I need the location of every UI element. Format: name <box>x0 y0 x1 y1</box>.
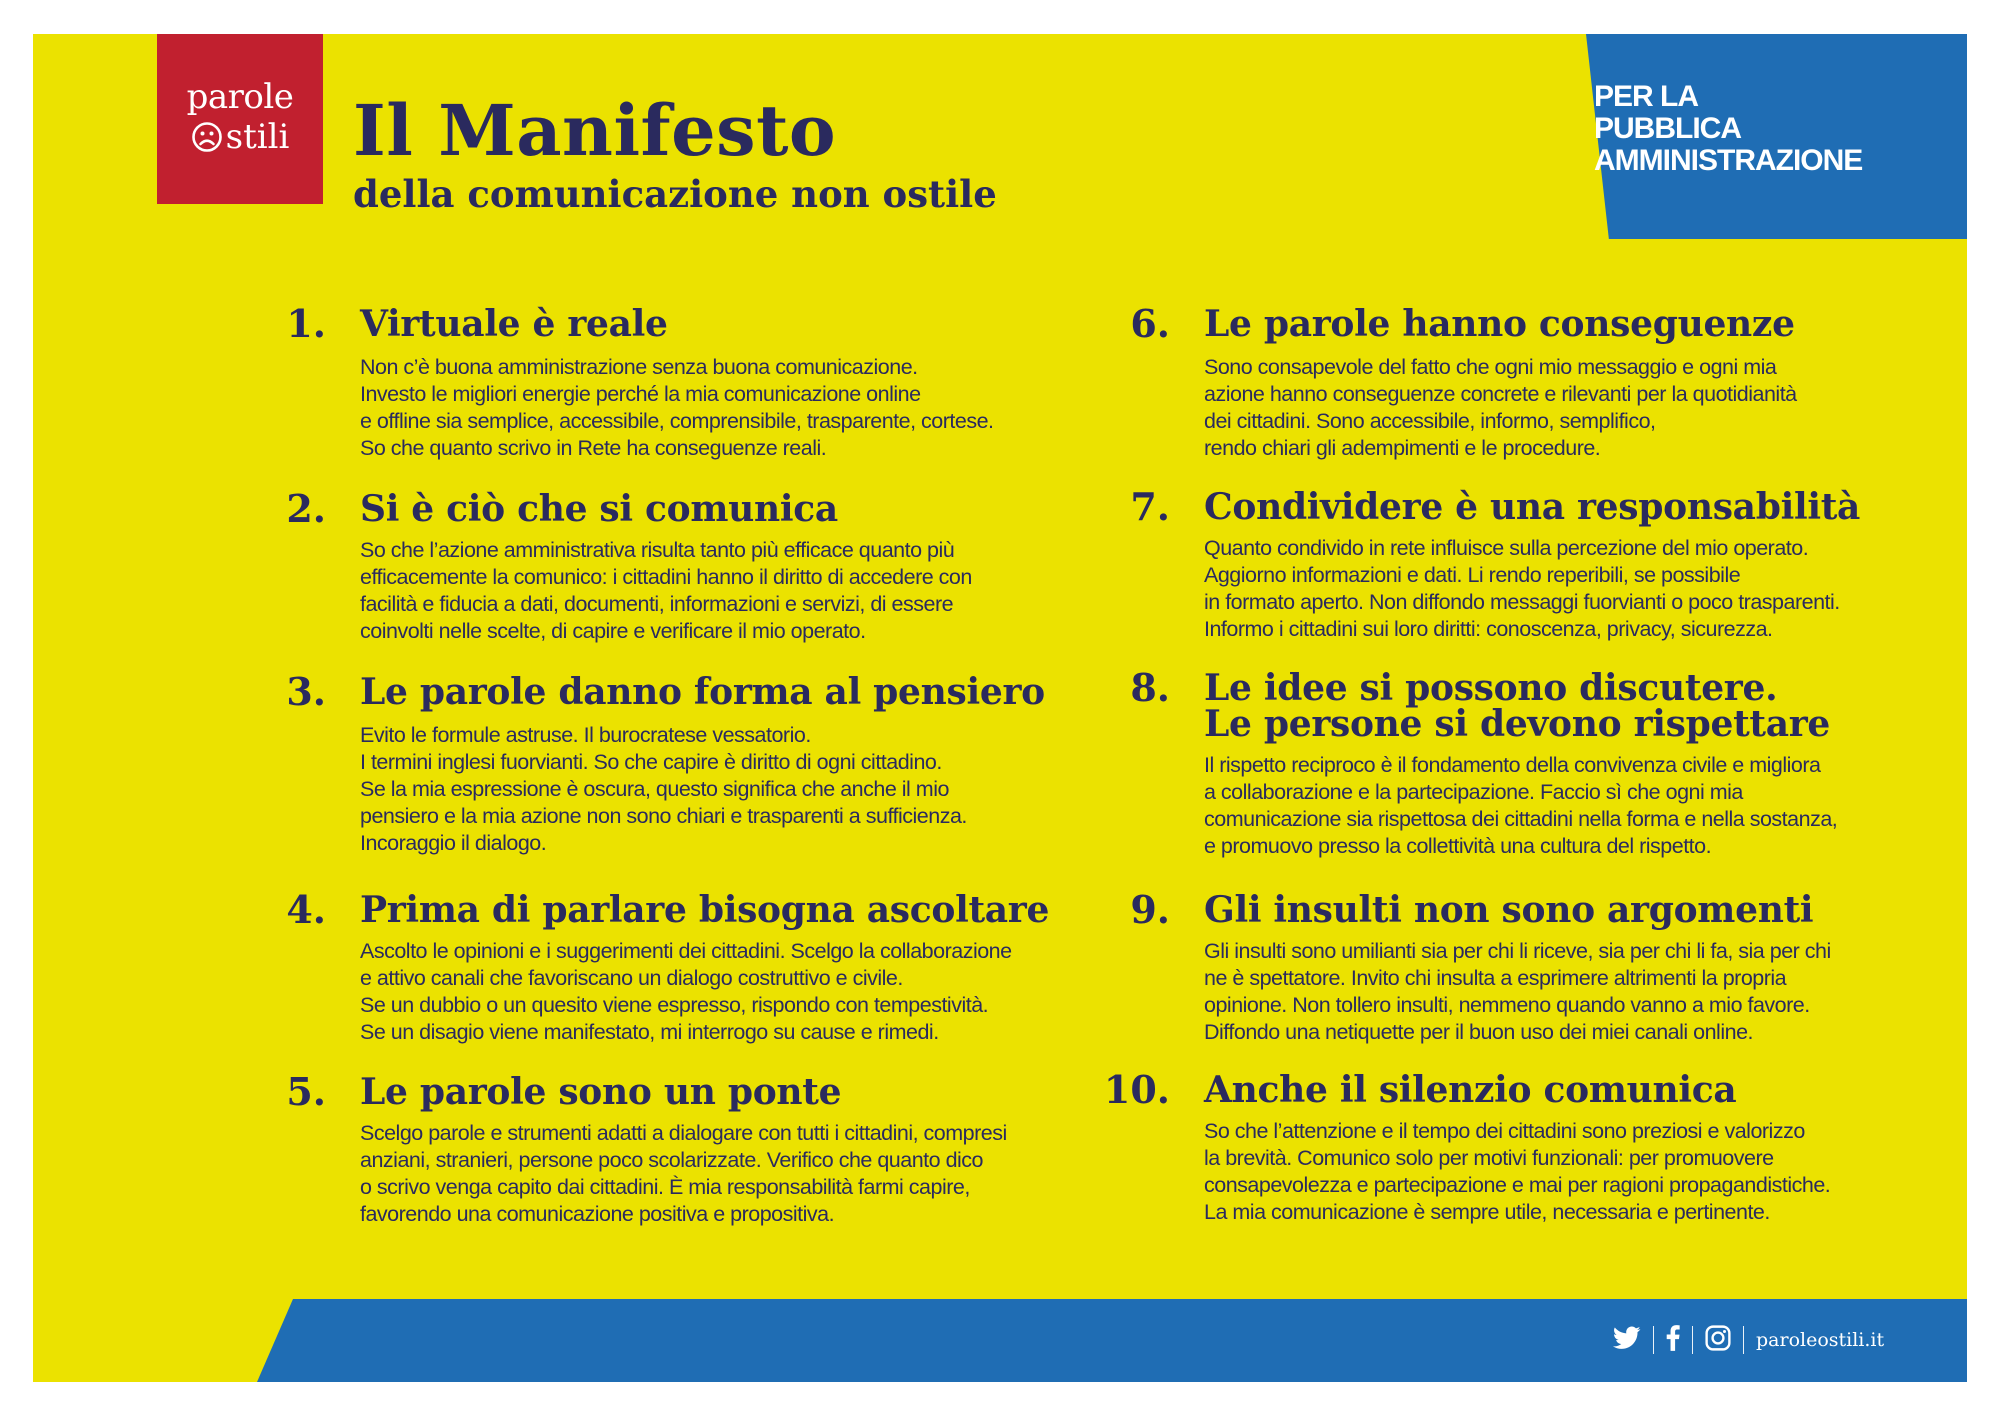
principle-title <box>1204 667 1831 745</box>
website-link[interactable]: paroleostili.it <box>1756 1329 1885 1351</box>
principle-text: Evito le formule astruse. Il burocratese vessatorio. I termini inglesi fuorvianti. So che capire è diritto di ogni cittadino. Se la mia espressione è oscura, questo significa che anche il mio pensiero e la mia azione non sono chiari e trasparenti a sufficienza. Incoraggio il dialogo. <box>360 723 967 855</box>
principle-number: 10. <box>1103 1067 1170 1112</box>
principle-text: Il rispetto reciproco è il fondamento della convivenza civile e migliora a collaborazione e la partecipazione. Faccio sì che ogni mia comunicazione sia rispettosa dei cittadini nella forma e nella sostanza, e promuovo presso la collettività una cultura del rispetto. <box>1204 753 1838 858</box>
principle-title-line2: Le persone si devono rispettare <box>1204 703 1831 745</box>
header <box>353 90 997 216</box>
principle-number: 8. <box>1130 665 1170 710</box>
principle-title: Virtuale è reale <box>360 303 668 345</box>
principle-title: Gli insulti non sono argomenti <box>1204 889 1814 931</box>
principle-title: Le parole hanno conseguenze <box>1204 303 1795 345</box>
principle-text: Ascolto le opinioni e i suggerimenti dei cittadini. Scelgo la collaborazione e attivo canali che favoriscano un dialogo costruttivo e civile. Se un dubbio o un quesito viene espresso, rispondo con tempestività. Se un disagio viene manifestato, mi interrogo su cause e rimedi. <box>360 939 1012 1044</box>
principle-number: 3. <box>286 669 326 714</box>
principle-title: Anche il silenzio comunica <box>1204 1069 1737 1111</box>
page-subtitle: della comunicazione non ostile <box>353 172 997 216</box>
facebook-icon[interactable] <box>1666 1325 1680 1356</box>
principle-text: So che l’attenzione e il tempo dei cittadini sono preziosi e valorizzo la brevità. Comunico solo per motivi funzionali: per promuovere consapevolezza e partecipazione e mai per ragioni propagandistiche. La mia comunicazione è sempre utile, necessaria e pertinente. <box>1204 1119 1831 1224</box>
audience-label: PER LA PUBBLICA AMMINISTRAZIONE <box>1594 80 1863 177</box>
principle-number: 2. <box>286 486 326 531</box>
principle-title-line1: Le idee si possono discutere. <box>1204 667 1778 709</box>
social-links <box>1613 1322 1884 1358</box>
principle-title: Condividere è una responsabilità <box>1204 486 1861 528</box>
parole-ostili-logo <box>157 34 323 204</box>
logo-word-parole: parole <box>186 77 294 117</box>
twitter-icon[interactable] <box>1613 1326 1641 1355</box>
page-title: Il Manifesto <box>353 89 837 172</box>
principle-title: Le parole sono un ponte <box>360 1071 842 1113</box>
principle-text: So che l’azione amministrativa risulta tanto più efficace quanto più efficacemente la comunico: i cittadini hanno il diritto di accedere con facilità e fiducia a dati, documenti, informazioni e servizi, di essere coinvolti nelle scelte, di capire e verificare il mio operato. <box>360 538 972 643</box>
divider <box>1692 1326 1693 1354</box>
principle-number: 5. <box>286 1069 326 1114</box>
principle-title: Le parole danno forma al pensiero <box>360 671 1045 713</box>
divider <box>1653 1326 1654 1354</box>
principle-text: Scelgo parole e strumenti adatti a dialogare con tutti i cittadini, compresi anziani, stranieri, persone poco scolarizzate. Verifico che quanto dico o scrivo venga capito dai cittadini. È mia responsabilità farmi capire, favorendo una comunicazione positiva e propositiva. <box>360 1121 1007 1226</box>
principle-text: Gli insulti sono umilianti sia per chi li riceve, sia per chi li fa, sia per chi ne è spettatore. Invito chi insulta a esprimere altrimenti la propria opinione. Non tollero insulti, nemmeno quando vanno a mio favore. Diffondo una netiquette per il buon uso dei miei canali online. <box>1204 939 1831 1044</box>
principle-text: Non c’è buona amministrazione senza buona comunicazione. Investo le migliori energie perché la mia comunicazione online e offline sia semplice, accessibile, comprensibile, trasparente, cortese. So che quanto scrivo in Rete ha conseguenze reali. <box>360 355 994 460</box>
principle-number: 9. <box>1130 887 1170 932</box>
principle-text: Sono consapevole del fatto che ogni mio messaggio e ogni mia azione hanno conseguenze concrete e rilevanti per la quotidianità dei cittadini. Sono accessibile, informo, semplifico, rendo chiari gli adempimenti e le procedure. <box>1204 355 1797 460</box>
principle-number: 6. <box>1130 301 1170 346</box>
instagram-icon[interactable] <box>1705 1325 1731 1356</box>
principle-title: Prima di parlare bisogna ascoltare <box>360 889 1050 931</box>
principle-text: Quanto condivido in rete influisce sulla percezione del mio operato. Aggiorno informazioni e dati. Li rendo reperibili, se possibile in formato aperto. Non diffondo messaggi fuorvianti o poco trasparenti. Informo i cittadini sui loro diritti: conoscenza, privacy, sicurezza. <box>1204 536 1840 641</box>
divider <box>1743 1326 1744 1354</box>
principle-number: 4. <box>286 887 326 932</box>
sad-face-icon <box>191 121 223 153</box>
principle-title: Si è ciò che si comunica <box>360 488 838 530</box>
logo-word-stili: stili <box>225 117 290 157</box>
principle-number: 1. <box>286 301 326 346</box>
principle-number: 7. <box>1130 484 1170 529</box>
